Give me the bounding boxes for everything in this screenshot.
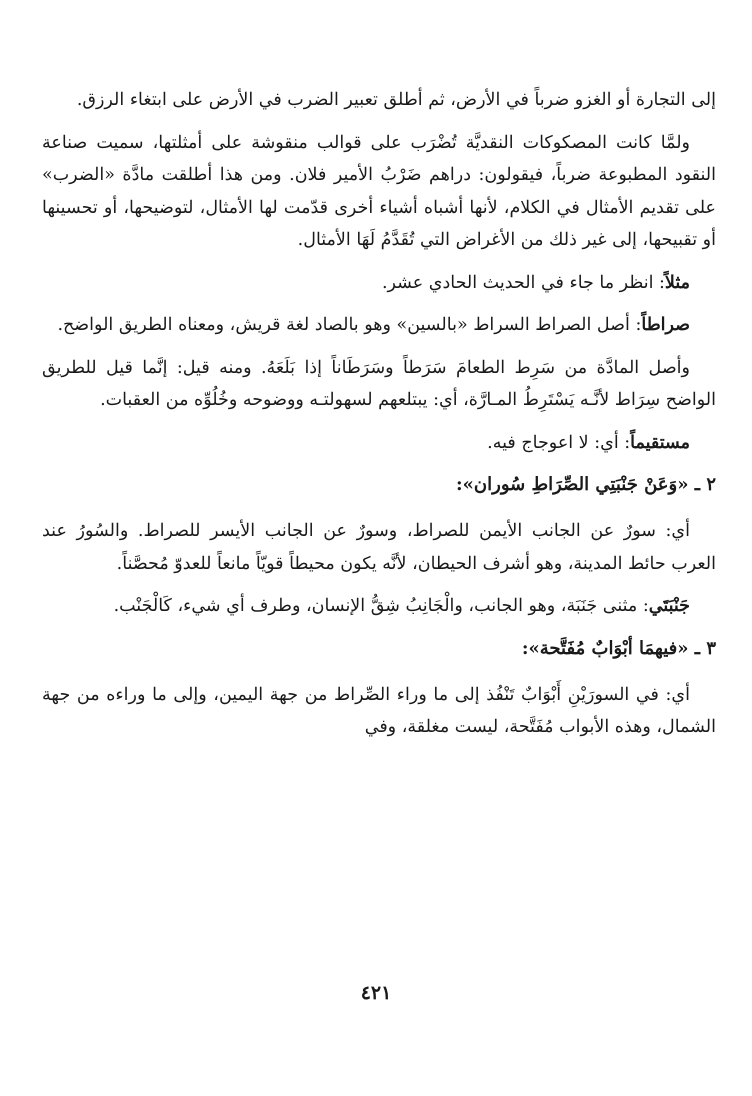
definition-siratan <box>42 309 716 342</box>
paragraph-text: إلى التجارة أو الغزو ضرباً في الأرض، ثم أطلق تعبير الضرب في الأرض على ابتغاء الرزق. <box>76 90 716 110</box>
page-body <box>42 84 716 754</box>
definition-mustaqiman <box>42 427 716 460</box>
definition-text: : انظر ما جاء في الحديث الحادي عشر. <box>381 272 665 293</box>
definition-janbatay <box>42 590 716 623</box>
definition-term: مثلاً <box>664 272 690 293</box>
heading-text: «فيهمَا أبْوَابٌ مُفَتَّحة»: <box>521 637 689 659</box>
heading-number: ٢ ـ <box>694 474 716 495</box>
paragraph-coins <box>42 127 716 257</box>
paragraph-text: وأصل المادَّة من سَرِط الطعامَ سَرَطاً وسَرَطَاناً إذا بَلَعَهُ. ومنه قيل: إنَّما قيل للطريق الواضح سِرَاط لأنَّـه يَسْتَرِطُ المـارَّة، أي: يبتلعهم لسهولتـه ووضوحه وخُلُوِّه من العقبات. <box>42 357 716 410</box>
definition-text: : مثنى جَنَبَة، وهو الجانب، والْجَانِبُ شِقُّ الإنسان، وطرف أي شيء، كَالْجَنْب. <box>113 596 649 616</box>
definition-mathalan <box>42 267 716 300</box>
paragraph-text: أي: سورٌ عن الجانب الأيمن للصراط، وسورٌ عن الجانب الأيسر للصراط. والسُورُ عند العرب حائط المدينة، وهو أشرف الحيطان، لأنَّه يكون محيطاً قويّاً مانعاً للعدوّ مُحصَّناً. <box>42 521 716 574</box>
paragraph-gates <box>42 679 716 744</box>
page-number: ٤٢١ <box>360 982 392 1004</box>
definition-text: : أصل الصراط السراط «بالسين» وهو بالصاد لغة قريش، ومعناه الطريق الواضح. <box>57 315 642 335</box>
paragraph-text: أي: في السورَيْنِ أَبْوَابٌ تَنْفُذ إلى ما وراء الصِّراط من جهة اليمين، وإلى ما وراءه من جهة الشمال، وهذه الأبواب مُفَتَّحة، ليست مغلقة، وفي <box>42 684 716 737</box>
section-heading-3 <box>42 633 716 665</box>
heading-text: «وَعَنْ جَنْبَتِي الصِّرَاطِ سُوران»: <box>456 474 689 495</box>
definition-term: مستقيماً <box>630 432 690 453</box>
paragraph-continuation <box>42 84 716 117</box>
section-heading-2 <box>42 469 716 501</box>
paragraph-walls <box>42 515 716 580</box>
paragraph-root-origin <box>42 352 716 417</box>
definition-term: جَنْبَتَي <box>648 596 690 616</box>
definition-term: صراطاً <box>641 315 690 335</box>
heading-number: ٣ ـ <box>694 637 716 659</box>
definition-text: : أي: لا اعوجاج فيه. <box>487 432 631 453</box>
paragraph-text: ولمَّا كانت المصكوكات النقديَّة تُضْرَب على قوالب منقوشة على أمثلتها، سميت صناعة النقود المطبوعة ضرباً، فيقولون: دراهم ضَرْبُ الأمير فلان. ومن هذا أطلقت مادَّة «الضرب» على تقديم الأمثال في الكلام، لأنها أشباه أشياء أخرى قدّمت لها الأمثال، لتوضيحها، أو تحسينها أو تقبيحها، إلى غير ذلك من الأغراض التي تُقَدَّمُ لَهَا الأمثال. <box>42 132 716 250</box>
